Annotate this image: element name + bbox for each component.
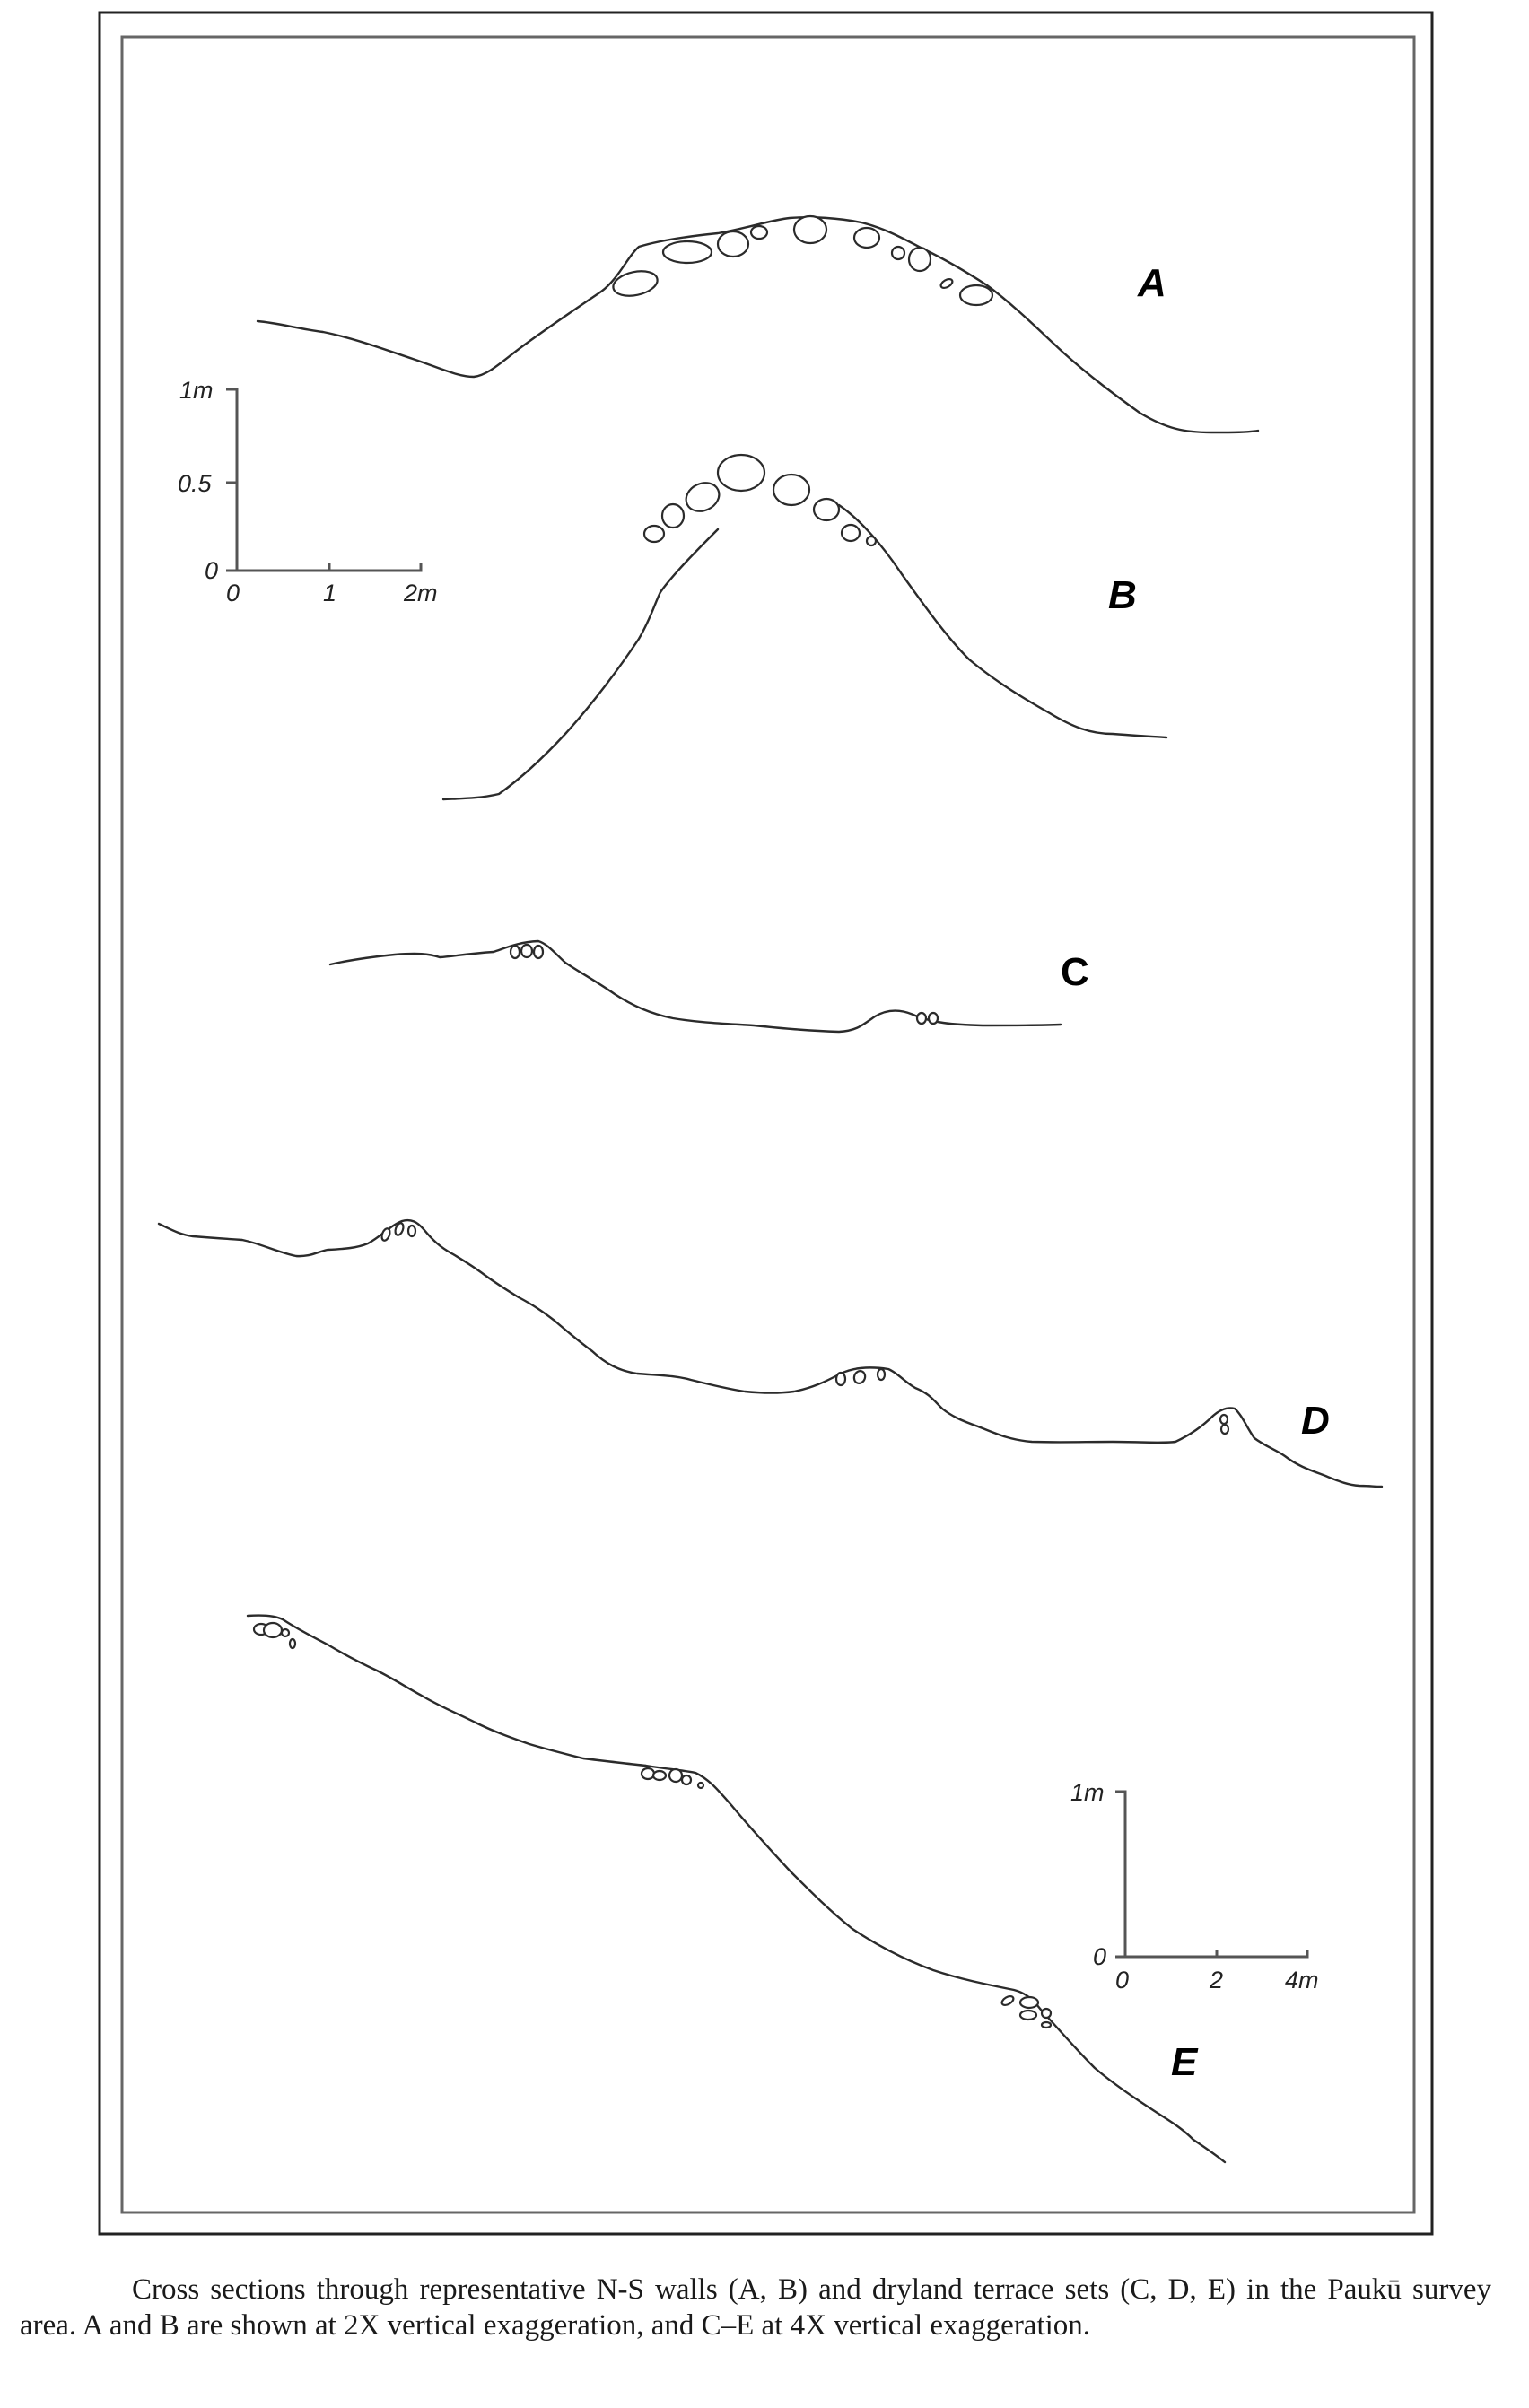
tick-2: 2 (1210, 1967, 1224, 1994)
tick-2m: 2m (404, 580, 438, 606)
inner-frame (122, 37, 1414, 2212)
stone (1000, 1994, 1015, 2007)
stone (1042, 2022, 1051, 2028)
stone (854, 228, 879, 248)
section-label-b: B (1108, 573, 1137, 617)
stone (1220, 1415, 1228, 1424)
tick-0-vertical: 0 (1093, 1943, 1107, 1970)
stone (878, 1369, 885, 1380)
tick-1m: 1m (179, 377, 214, 404)
stone (408, 1226, 415, 1236)
scale-bar-terraces (1070, 1779, 1319, 1994)
stone (1221, 1425, 1228, 1434)
section-label-a: A (1138, 261, 1166, 305)
stone (662, 504, 684, 528)
section-label-d: D (1301, 1399, 1330, 1443)
stone (682, 1775, 691, 1784)
stone (892, 247, 904, 259)
stone (909, 248, 931, 271)
tick-1m: 1m (1070, 1779, 1105, 1806)
tick-0-horizontal: 0 (1115, 1967, 1130, 1994)
section-d (159, 1220, 1382, 1487)
stone (718, 231, 748, 257)
tick-0-5: 0.5 (178, 470, 212, 497)
stone (653, 1771, 666, 1780)
section-e (248, 1615, 1225, 2162)
outer-frame (100, 13, 1432, 2234)
stone (852, 1369, 867, 1384)
profile-b (443, 505, 1166, 799)
tick-0-horizontal: 0 (226, 580, 240, 606)
stone (929, 1013, 938, 1024)
stone (917, 1013, 926, 1024)
stone (521, 945, 532, 957)
stone (1020, 2011, 1036, 2020)
stone (836, 1373, 845, 1385)
stone (644, 526, 664, 542)
section-a (258, 216, 1258, 432)
figure-caption: Cross sections through representative N-S walls (A, B) and dryland terrace sets (C, D, E) in the Paukū survey area. A and B are shown at 2X vertical exaggeration, and C–E at 4X vertical exaggeration. (20, 2273, 1491, 2342)
stone (751, 226, 767, 239)
section-label-c: C (1061, 950, 1089, 994)
stone (511, 946, 520, 958)
scale-bar-walls (178, 377, 438, 606)
profile-e (248, 1615, 1225, 2162)
stone (698, 1783, 703, 1788)
stone (718, 455, 764, 491)
profile-d (159, 1220, 1382, 1487)
stone (681, 477, 723, 516)
stone (814, 499, 839, 520)
stone (794, 216, 826, 243)
section-label-e: E (1171, 2040, 1198, 2084)
tick-0-vertical: 0 (205, 557, 219, 584)
stone (1042, 2009, 1051, 2018)
stone (773, 475, 809, 505)
stone (290, 1639, 295, 1648)
section-c (330, 941, 1089, 1032)
stone (663, 241, 712, 263)
stone (534, 946, 543, 958)
stone (842, 525, 860, 541)
stone (960, 285, 992, 305)
tick-1: 1 (323, 580, 337, 606)
section-b (443, 455, 1166, 799)
profile-c (330, 941, 1061, 1032)
stone (264, 1623, 282, 1637)
stone (1020, 1997, 1038, 2008)
tick-4m: 4m (1285, 1967, 1319, 1994)
stone (282, 1629, 289, 1636)
stone (867, 537, 876, 545)
stone (642, 1768, 654, 1779)
profile-a (258, 217, 1258, 432)
stone (939, 277, 954, 290)
stone (380, 1227, 391, 1242)
